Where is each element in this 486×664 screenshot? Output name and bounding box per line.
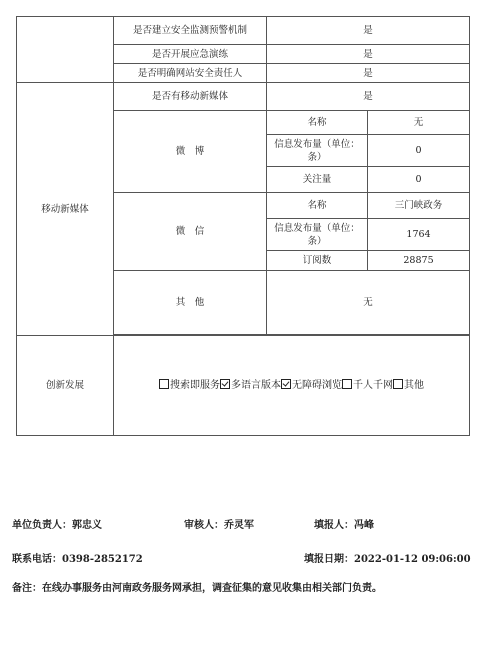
other-value: 无 bbox=[267, 271, 470, 335]
weibo-label: 微 博 bbox=[114, 111, 267, 193]
weibo-follow-value: 0 bbox=[368, 167, 470, 193]
weibo-follow-label: 关注量 bbox=[267, 167, 368, 193]
weibo-name-label: 名称 bbox=[267, 111, 368, 135]
filler-text: 填报人：冯峰 bbox=[314, 520, 374, 531]
wechat-label: 微 信 bbox=[114, 193, 267, 271]
drill-value: 是 bbox=[267, 45, 470, 64]
date-text: 填报日期：2022-01-12 09:06:00 bbox=[304, 554, 471, 565]
note-text: 备注：在线办事服务由河南政务服务网承担，调查征集的意见收集由相关部门负责。 bbox=[12, 583, 382, 594]
checkbox-icon[interactable] bbox=[393, 379, 403, 389]
innovation-option-1[interactable]: 多语言版本 bbox=[220, 380, 281, 391]
checkbox-icon[interactable] bbox=[342, 379, 352, 389]
innovation-label: 创新发展 bbox=[17, 336, 114, 436]
checkbox-icon[interactable] bbox=[281, 379, 291, 389]
report-table bbox=[16, 16, 470, 436]
owner-value: 是 bbox=[267, 64, 470, 83]
blank-cell bbox=[17, 17, 114, 83]
has-mobile-label: 是否有移动新媒体 bbox=[114, 83, 267, 111]
weibo-posts-value: 0 bbox=[368, 135, 470, 167]
phone-text: 联系电话：0398-2852172 bbox=[12, 554, 143, 565]
has-mobile-value: 是 bbox=[267, 83, 470, 111]
wechat-posts-value: 1764 bbox=[368, 219, 470, 251]
leader-text: 单位负责人：郭忠义 bbox=[12, 520, 102, 531]
mobile-section-label: 移动新媒体 bbox=[17, 83, 114, 336]
wechat-name-value: 三门峡政务 bbox=[368, 193, 470, 219]
reviewer-text: 审核人：乔灵军 bbox=[184, 520, 254, 531]
innovation-option-0[interactable]: 搜索即服务 bbox=[159, 380, 220, 391]
owner-label: 是否明确网站安全责任人 bbox=[114, 64, 267, 83]
weibo-posts-label: 信息发布量（单位：条） bbox=[267, 135, 368, 167]
checkbox-icon[interactable] bbox=[159, 379, 169, 389]
innovation-option-2[interactable]: 无障碍浏览 bbox=[281, 380, 342, 391]
wechat-name-label: 名称 bbox=[267, 193, 368, 219]
monitor-value: 是 bbox=[267, 17, 470, 45]
innovation-options bbox=[114, 336, 470, 436]
checkbox-icon[interactable] bbox=[220, 379, 230, 389]
drill-label: 是否开展应急演练 bbox=[114, 45, 267, 64]
innovation-option-3[interactable]: 千人千网 bbox=[342, 380, 393, 391]
weibo-name-value: 无 bbox=[368, 111, 470, 135]
wechat-posts-label: 信息发布量（单位：条） bbox=[267, 219, 368, 251]
other-label: 其 他 bbox=[114, 271, 267, 335]
innovation-option-4[interactable]: 其他 bbox=[393, 380, 424, 391]
wechat-subs-label: 订阅数 bbox=[267, 251, 368, 271]
wechat-subs-value: 28875 bbox=[368, 251, 470, 271]
monitor-label: 是否建立安全监测预警机制 bbox=[114, 17, 267, 45]
